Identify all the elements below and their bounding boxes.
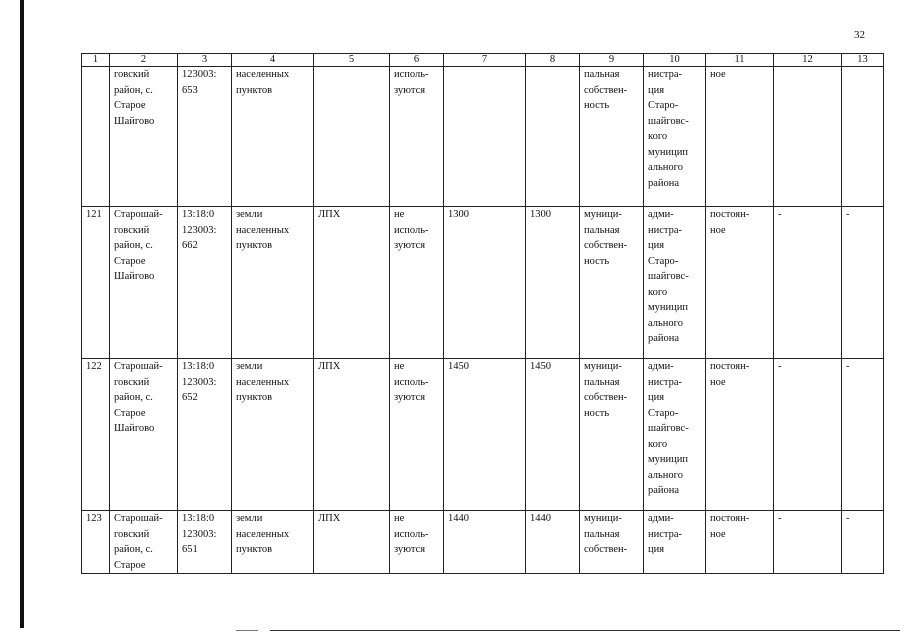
- column-number-row: [82, 54, 884, 67]
- table-body: [82, 54, 884, 574]
- area-cell: 1300: [444, 207, 526, 359]
- column-12-cell: -: [774, 359, 842, 511]
- column-number: 2: [110, 54, 178, 67]
- area-cell: 1440: [526, 511, 580, 574]
- column-13-cell: -: [842, 359, 884, 511]
- column-number: 13: [842, 54, 884, 67]
- cell-line: собствен-: [584, 84, 628, 96]
- cell-line: зуются: [394, 84, 426, 96]
- cadastral-number-cell: [178, 67, 232, 207]
- area-cell: 1450: [444, 359, 526, 511]
- cell-line: кого: [648, 438, 668, 450]
- cell-line: муницип: [648, 454, 688, 465]
- cell-line: ное: [710, 69, 726, 80]
- cell-line: не: [394, 361, 405, 372]
- cell-line: Старо-: [648, 407, 679, 419]
- cell-line: пунктов: [236, 392, 273, 403]
- column-13-cell: -: [842, 207, 884, 359]
- cell-line: исполь-: [394, 376, 429, 388]
- area-cell: 1450: [526, 359, 580, 511]
- permitted-use-cell: ЛПХ: [314, 207, 390, 359]
- cell-line: ность: [584, 255, 610, 267]
- table-row: [82, 207, 884, 359]
- cell-line: 123003:: [182, 224, 217, 236]
- cell-line: нистра-: [648, 224, 683, 236]
- column-12-cell: [774, 67, 842, 207]
- cell-line: район, с.: [114, 544, 153, 555]
- cell-line: муницип: [648, 302, 688, 313]
- land-category-cell: [232, 207, 314, 359]
- rights-holder-cell: [644, 359, 706, 511]
- cell-line: Шайгово: [114, 271, 155, 282]
- cell-line: района: [648, 333, 680, 344]
- right-type-cell: [706, 207, 774, 359]
- cell-line: Старошай-: [114, 209, 163, 220]
- cell-line: говский: [114, 528, 150, 540]
- cell-line: Старошай-: [114, 361, 163, 372]
- cell-line: постоян-: [710, 209, 750, 220]
- cell-line: Старошай-: [114, 513, 163, 524]
- column-12-cell: -: [774, 511, 842, 574]
- cadastral-number-cell: [178, 207, 232, 359]
- row-number-cell: [82, 67, 110, 207]
- cell-line: района: [648, 177, 680, 189]
- area-cell: [444, 67, 526, 207]
- cell-line: адми-: [648, 209, 674, 220]
- column-12-cell: -: [774, 207, 842, 359]
- cell-line: собствен-: [584, 392, 628, 403]
- cell-line: говский: [114, 376, 150, 388]
- cell-line: район, с.: [114, 240, 153, 251]
- cell-line: ального: [648, 317, 683, 329]
- cell-line: населенных: [236, 528, 290, 540]
- cell-line: 13:18:0: [182, 513, 215, 524]
- column-13-cell: [842, 67, 884, 207]
- location-cell: [110, 359, 178, 511]
- permitted-use-cell: ЛПХ: [314, 359, 390, 511]
- cell-line: ция: [648, 392, 665, 403]
- table-row: [82, 359, 884, 511]
- cell-line: ное: [710, 224, 726, 236]
- footer-mark: [236, 630, 258, 631]
- land-category-cell: [232, 511, 314, 574]
- cell-line: муницип: [648, 146, 688, 158]
- cell-line: собствен-: [584, 544, 628, 555]
- ownership-cell: [580, 359, 644, 511]
- cell-line: 123003:: [182, 528, 217, 540]
- rights-holder-cell: [644, 207, 706, 359]
- cell-line: населенных: [236, 376, 290, 388]
- usage-status-cell: [390, 359, 444, 511]
- permitted-use-cell: [314, 67, 390, 207]
- cell-line: не: [394, 513, 405, 524]
- location-cell: [110, 207, 178, 359]
- table-row: [82, 511, 884, 574]
- cell-line: ального: [648, 469, 683, 481]
- cell-line: муници-: [584, 209, 622, 220]
- cell-line: земли: [236, 361, 263, 372]
- column-number: 10: [644, 54, 706, 67]
- column-number: 9: [580, 54, 644, 67]
- cell-line: нистра-: [648, 69, 683, 80]
- cell-line: 662: [182, 240, 198, 251]
- cell-line: ция: [648, 240, 665, 251]
- column-number: 11: [706, 54, 774, 67]
- cell-line: Шайгово: [114, 115, 155, 127]
- cell-line: пальная: [584, 376, 620, 388]
- cell-line: ное: [710, 528, 726, 540]
- cell-line: постоян-: [710, 513, 750, 524]
- cell-line: пальная: [584, 528, 620, 540]
- cell-line: земли: [236, 209, 263, 220]
- column-13-cell: -: [842, 511, 884, 574]
- cell-line: район, с.: [114, 392, 153, 403]
- rights-holder-cell: [644, 511, 706, 574]
- cadastral-number-cell: [178, 359, 232, 511]
- cell-line: говский: [114, 224, 150, 236]
- cell-line: ального: [648, 162, 683, 173]
- cell-line: 123003:: [182, 376, 217, 388]
- right-type-cell: [706, 359, 774, 511]
- cell-line: ное: [710, 376, 726, 388]
- cell-line: 651: [182, 544, 198, 555]
- cell-line: пунктов: [236, 240, 273, 251]
- column-number: 3: [178, 54, 232, 67]
- cell-line: ция: [648, 544, 665, 555]
- cell-line: район, с.: [114, 84, 153, 96]
- cell-line: 123003:: [182, 69, 217, 80]
- cell-line: нистра-: [648, 376, 683, 388]
- cell-line: Старое: [114, 255, 146, 267]
- cell-line: 13:18:0: [182, 209, 215, 220]
- page-number: 32: [854, 29, 865, 41]
- cell-line: 652: [182, 392, 198, 403]
- column-number: 4: [232, 54, 314, 67]
- cell-line: исполь-: [394, 224, 429, 236]
- column-number: 7: [444, 54, 526, 67]
- ownership-cell: [580, 511, 644, 574]
- cell-line: нистра-: [648, 528, 683, 540]
- cell-line: пальная: [584, 69, 620, 80]
- cell-line: адми-: [648, 361, 674, 372]
- ownership-cell: [580, 67, 644, 207]
- cell-line: исполь-: [394, 69, 429, 80]
- footer-rule: [270, 630, 900, 631]
- cell-line: пунктов: [236, 84, 273, 96]
- column-number: 6: [390, 54, 444, 67]
- row-number-cell: 123: [82, 511, 110, 574]
- cell-line: зуются: [394, 392, 426, 403]
- land-category-cell: [232, 359, 314, 511]
- cell-line: Старо-: [648, 255, 679, 267]
- land-category-cell: [232, 67, 314, 207]
- area-cell: [526, 67, 580, 207]
- column-number: 1: [82, 54, 110, 67]
- ownership-cell: [580, 207, 644, 359]
- cell-line: собствен-: [584, 240, 628, 251]
- cell-line: пунктов: [236, 544, 273, 555]
- cell-line: кого: [648, 131, 668, 142]
- cell-line: муници-: [584, 361, 622, 372]
- cell-line: зуются: [394, 240, 426, 251]
- usage-status-cell: [390, 511, 444, 574]
- cell-line: ность: [584, 407, 610, 419]
- cell-line: говский: [114, 69, 150, 80]
- area-cell: 1300: [526, 207, 580, 359]
- cell-line: муници-: [584, 513, 622, 524]
- right-type-cell: [706, 67, 774, 207]
- cell-line: Старое: [114, 407, 146, 419]
- cell-line: исполь-: [394, 528, 429, 540]
- cell-line: Старое: [114, 559, 146, 571]
- cell-line: ность: [584, 100, 610, 111]
- cell-line: не: [394, 209, 405, 220]
- cell-line: Шайгово: [114, 423, 155, 434]
- location-cell: [110, 511, 178, 574]
- column-number: 5: [314, 54, 390, 67]
- location-cell: [110, 67, 178, 207]
- binding-margin-bar: [20, 0, 24, 628]
- row-number-cell: 121: [82, 207, 110, 359]
- usage-status-cell: [390, 207, 444, 359]
- usage-status-cell: [390, 67, 444, 207]
- permitted-use-cell: ЛПХ: [314, 511, 390, 574]
- right-type-cell: [706, 511, 774, 574]
- cell-line: 653: [182, 84, 198, 96]
- cell-line: шайговс-: [648, 271, 689, 282]
- column-number: 8: [526, 54, 580, 67]
- area-cell: 1440: [444, 511, 526, 574]
- cell-line: постоян-: [710, 361, 750, 372]
- cell-line: шайговс-: [648, 423, 689, 434]
- cell-line: кого: [648, 286, 668, 298]
- cell-line: района: [648, 485, 680, 496]
- rights-holder-cell: [644, 67, 706, 207]
- cell-line: населенных: [236, 224, 290, 236]
- cell-line: Старое: [114, 100, 146, 111]
- column-number: 12: [774, 54, 842, 67]
- cadastral-number-cell: [178, 511, 232, 574]
- cell-line: ция: [648, 84, 665, 96]
- cell-line: адми-: [648, 513, 674, 524]
- cell-line: зуются: [394, 544, 426, 555]
- cell-line: Старо-: [648, 100, 679, 111]
- row-number-cell: 122: [82, 359, 110, 511]
- cell-line: 13:18:0: [182, 361, 215, 372]
- cell-line: населенных: [236, 69, 290, 80]
- land-register-table: [81, 53, 884, 574]
- table-row: [82, 67, 884, 207]
- cell-line: шайговс-: [648, 115, 689, 127]
- cell-line: пальная: [584, 224, 620, 236]
- cell-line: земли: [236, 513, 263, 524]
